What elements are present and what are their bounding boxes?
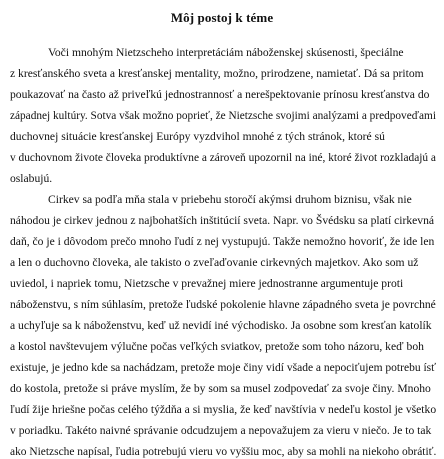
text-line: Cirkev sa podľa mňa stala v priebehu storočí akýmsi druhom biznisu, však nie [48, 193, 412, 206]
text-line: ako Nietzsche napísal, ľudia potrebujú vieru vo vyššiu moc, aby sa mohli na niekoho obrátiť. [10, 445, 437, 458]
text-line: v poriadku. Takéto naivné správanie odcudzujem a nepovažujem za vieru v niečo. Je to tak [10, 424, 432, 437]
text-line: existuje, je jedno kde sa nachádzam, pretože moje činy vidí všade a nepociťujem potrebu ísť [10, 361, 437, 374]
text-line: z kresťanského sveta a kresťanskej mentality, možno, prirodzene, namietať. Dá sa pritom [10, 67, 424, 80]
text-line: a len o duchovno človeka, ale takisto o zveľaďovanie cirkevných majetkov. Ako som už [10, 256, 419, 269]
text-line: Voči mnohým Nietzscheho interpretáciám náboženskej skúsenosti, špeciálne [48, 46, 404, 59]
text-line: a kostol navštevujem výlučne počas veľkých sviatkov, pretože som toho názoru, keď boh [10, 340, 424, 353]
text-line: náboženstvu, s ním súhlasím, pretože ľudské pokolenie hlavne západného sveta je povrchné [10, 298, 436, 311]
text-line: uviedol, i napriek tomu, Nietzsche v prevažnej miere jednostranne argumentuje proti [10, 277, 404, 290]
text-line: oslabujú. [10, 172, 53, 185]
text-line: daň, čo je i dôvodom prečo mnoho ľudí z nej vystupujú. Takže nemožno hovoriť, že ide len [10, 235, 435, 248]
text-line: náhodou je cirkev jednou z najbohatších inštitúcií sveta. Napr. vo Švédsku sa platí cirkevná [10, 214, 435, 227]
text-line: ľudí žije hriešne počas celého týždňa a si myslia, že keď navštívia v nedeľu kostol je všetko [10, 403, 437, 416]
text-line: do kostola, pretože si práve myslím, že by som sa musel zodpovedať za svoje činy. Mnoho [10, 382, 431, 395]
text-line: duchovnej situácie kresťanskej Európy vyzdvihol mnohé z tých stránok, ktoré sú [10, 130, 385, 143]
text-line: a uchyľuje sa k náboženstvu, keď už nevidí iné východisko. Ja osobne som kresťan katolík [10, 319, 432, 332]
text-line: západnej kultúry. Sotva však možno poprieť, že Nietzsche svojimi analýzami a predpoveďami [10, 109, 436, 122]
text-line: v duchovnom živote človeka produktívne a zároveň upozornil na iné, ktoré život rozkladajú a [10, 151, 436, 164]
document-title: Môj postoj k téme [170, 10, 274, 25]
text-line: poukazovať na často až priveľkú jednostrannosť a nerešpektovanie prínosu kresťanstva do [10, 88, 430, 101]
